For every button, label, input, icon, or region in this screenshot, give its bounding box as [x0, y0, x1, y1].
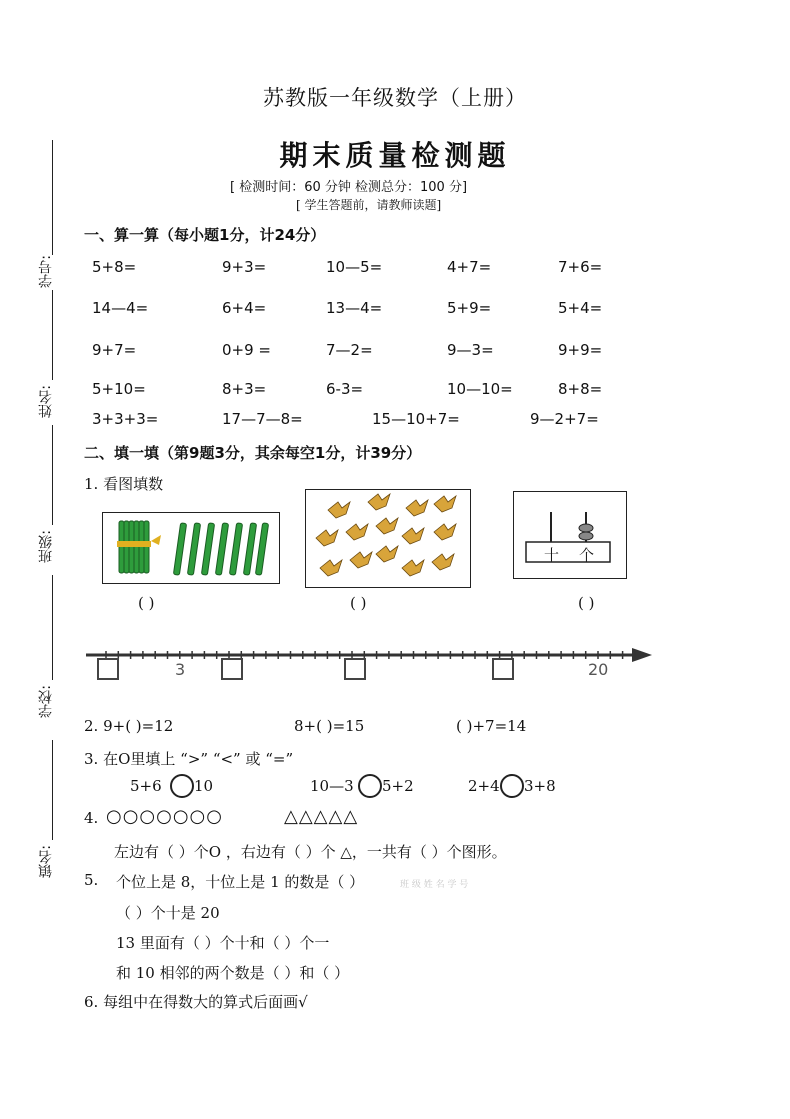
- question-2-part: 8+( )=15: [294, 717, 365, 735]
- equation: 5+4=: [558, 299, 603, 317]
- number-line-label: 3: [175, 660, 186, 679]
- compare-circle[interactable]: [170, 774, 194, 798]
- equation: 5+10=: [92, 380, 146, 398]
- equation: 8+8=: [558, 380, 603, 398]
- equation: 3+3+3=: [92, 410, 159, 428]
- side-label-class: 班级:: [38, 530, 54, 563]
- birds-icon: [306, 490, 470, 587]
- number-line-box[interactable]: [492, 658, 514, 680]
- equation: 9—3=: [447, 341, 494, 359]
- side-label-name: 姓名:: [38, 385, 54, 418]
- equation: 5+8=: [92, 258, 137, 276]
- question-5-label: 5.: [84, 871, 99, 889]
- exam-instruction: [ 学生答题前，请教师读题]: [296, 198, 442, 212]
- side-label-town: 镇名:: [38, 845, 54, 878]
- equation: 15—10+7=: [372, 410, 460, 428]
- question-5-line: （ ）个十是 20: [116, 904, 220, 922]
- exam-info: [ 检测时间：60 分钟 检测总分：100 分]: [230, 180, 468, 195]
- equation: 10—10=: [447, 380, 513, 398]
- question-2-part: 2. 9+( )=12: [84, 717, 174, 735]
- sticks-picture: [102, 512, 280, 584]
- abacus-ones-label: 个: [579, 546, 595, 564]
- equation: 9—2+7=: [530, 410, 599, 428]
- bundle-and-sticks-icon: [103, 513, 279, 583]
- number-line-box[interactable]: [221, 658, 243, 680]
- binding-line-3: [52, 425, 53, 525]
- side-label-student-id: 学号:: [38, 255, 54, 288]
- question-5-line: 个位上是 8，十位上是 1 的数是（ ）: [116, 873, 365, 891]
- number-line: [80, 640, 660, 680]
- compare-left: 10—3: [310, 777, 354, 795]
- birds-picture: [305, 489, 471, 588]
- equation: 8+3=: [222, 380, 267, 398]
- answer-blank[interactable]: ( ): [350, 594, 367, 612]
- question-5-line: 和 10 相邻的两个数是（ ）和（ ）: [116, 964, 350, 982]
- compare-left: 2+4: [468, 777, 500, 795]
- abacus-picture: [513, 491, 627, 579]
- question-1-label: 1. 看图填数: [84, 475, 164, 493]
- compare-right: 3+8: [524, 777, 556, 795]
- compare-right: 5+2: [382, 777, 414, 795]
- compare-circle[interactable]: [500, 774, 524, 798]
- abacus-tens-label: 十: [544, 546, 560, 564]
- equation: 5+9=: [447, 299, 492, 317]
- exam-title: 期末质量检测题: [279, 139, 511, 172]
- binding-line-4: [52, 575, 53, 680]
- question-4-label: 4.: [84, 809, 99, 827]
- question-4-text: 左边有（ ）个O ，右边有（ ）个 △，一共有（ ）个图形。: [114, 843, 507, 861]
- answer-blank[interactable]: ( ): [578, 594, 595, 612]
- number-line-box[interactable]: [97, 658, 119, 680]
- question-6-line: 6. 每组中在得数大的算式后面画√: [84, 993, 308, 1011]
- equation: 6-3=: [326, 380, 364, 398]
- equation: 7+6=: [558, 258, 603, 276]
- question-5-line: 13 里面有（ ）个十和（ ）个一: [116, 934, 330, 952]
- equation: 17—7—8=: [222, 410, 303, 428]
- answer-blank[interactable]: ( ): [138, 594, 155, 612]
- equation: 7—2=: [326, 341, 373, 359]
- equation: 13—4=: [326, 299, 383, 317]
- abacus-icon: [514, 492, 626, 578]
- equation: 10—5=: [326, 258, 383, 276]
- equation: 9+9=: [558, 341, 603, 359]
- paper-title: 苏教版一年级数学（上册）: [263, 86, 527, 110]
- circles-row: ○○○○○○○: [106, 806, 223, 827]
- triangles-row: △△△△△: [284, 806, 359, 827]
- section-1-heading: 一、算一算（每小题1分，计24分）: [84, 226, 326, 244]
- binding-line-2: [52, 290, 53, 380]
- question-2-part: ( )+7=14: [456, 717, 527, 735]
- equation: 4+7=: [447, 258, 492, 276]
- question-3-label: 3. 在O里填上 “>” “<” 或 “=”: [84, 750, 294, 768]
- binding-line-5: [52, 740, 53, 840]
- compare-right: 10: [194, 777, 214, 795]
- number-line-box[interactable]: [344, 658, 366, 680]
- equation: 14—4=: [92, 299, 149, 317]
- equation: 0+9 =: [222, 341, 271, 359]
- number-line-label: 20: [588, 660, 609, 679]
- side-label-school: 学校:: [38, 685, 54, 718]
- equation: 9+3=: [222, 258, 267, 276]
- equation: 6+4=: [222, 299, 267, 317]
- faint-watermark: 班 级 姓 名 学 号: [400, 880, 469, 890]
- equation: 9+7=: [92, 341, 137, 359]
- compare-circle[interactable]: [358, 774, 382, 798]
- compare-left: 5+6: [130, 777, 162, 795]
- section-2-heading: 二、填一填（第9题3分，其余每空1分，计39分）: [84, 444, 422, 462]
